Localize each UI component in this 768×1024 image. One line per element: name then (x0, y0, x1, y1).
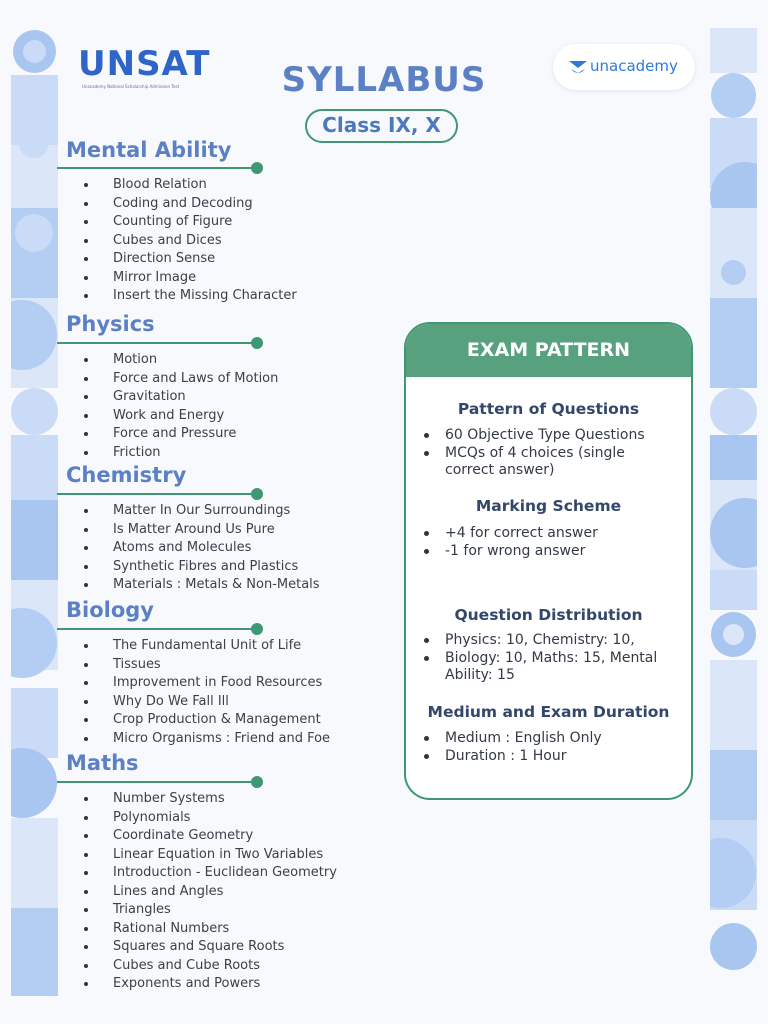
biology-list (0, 637, 330, 748)
mental-ability-list (0, 176, 297, 306)
list-item: Why Do We Fall Ill (0, 693, 330, 712)
pattern-of-questions-heading: Pattern of Questions (457, 400, 640, 418)
section-title-physics: Physics (66, 312, 155, 336)
list-item: 60 Objective Type Questions (406, 427, 691, 445)
section-title-maths: Maths (66, 751, 139, 775)
medium-duration-heading: Medium and Exam Duration (427, 703, 670, 721)
list-item: Mirror Image (0, 269, 297, 288)
list-item: Coordinate Geometry (0, 827, 337, 846)
unsat-logo-text: UNSAT (78, 44, 211, 84)
unacademy-logo-text: unacademy (590, 57, 678, 75)
question-distribution-heading: Question Distribution (454, 606, 643, 624)
chemistry-list (0, 502, 320, 595)
list-item: Improvement in Food Resources (0, 674, 330, 693)
section-divider (57, 167, 257, 169)
unacademy-logo-icon (568, 60, 588, 76)
list-item: Crop Production & Management (0, 711, 330, 730)
unsat-logo (78, 44, 211, 94)
list-item: Cubes and Cube Roots (0, 957, 337, 976)
list-item: Is Matter Around Us Pure (0, 521, 320, 540)
list-item: Physics: 10, Chemistry: 10, (406, 632, 691, 650)
list-item: Counting of Figure (0, 213, 297, 232)
list-item: Lines and Angles (0, 883, 337, 902)
list-item: Rational Numbers (0, 920, 337, 939)
list-item: Linear Equation in Two Variables (0, 846, 337, 865)
list-item: Materials : Metals & Non-Metals (0, 576, 320, 595)
list-item: Triangles (0, 901, 337, 920)
list-item: Introduction - Euclidean Geometry (0, 864, 337, 883)
exam-pattern-card (404, 322, 693, 800)
section-title-biology: Biology (66, 598, 154, 622)
list-item: -1 for wrong answer (406, 543, 691, 561)
list-item: Atoms and Molecules (0, 539, 320, 558)
list-item: Number Systems (0, 790, 337, 809)
marking-scheme-heading: Marking Scheme (475, 497, 622, 515)
list-item: The Fundamental Unit of Life (0, 637, 330, 656)
list-item: Exponents and Powers (0, 975, 337, 994)
pattern-of-questions-list (406, 427, 691, 480)
list-item: Direction Sense (0, 250, 297, 269)
list-item: Blood Relation (0, 176, 297, 195)
section-divider (57, 628, 257, 630)
list-item: Gravitation (0, 388, 278, 407)
list-item: Medium : English Only (406, 730, 691, 748)
physics-list (0, 351, 278, 462)
unsat-logo-subtext: Unacademy National Scholarship Admission Test (82, 84, 180, 89)
section-divider (57, 781, 257, 783)
list-item: +4 for correct answer (406, 525, 691, 543)
section-divider (57, 493, 257, 495)
marking-scheme-list (406, 525, 691, 560)
section-title-mental-ability: Mental Ability (66, 138, 232, 162)
list-item: Work and Energy (0, 407, 278, 426)
list-item: Micro Organisms : Friend and Foe (0, 730, 330, 749)
section-title-chemistry: Chemistry (66, 463, 187, 487)
page-title: SYLLABUS (281, 60, 487, 100)
list-item: Motion (0, 351, 278, 370)
right-decorative-strip (710, 28, 757, 996)
list-item: Insert the Missing Character (0, 287, 297, 306)
list-item: Matter In Our Surroundings (0, 502, 320, 521)
section-divider (57, 342, 257, 344)
class-badge: Class IX, X (305, 109, 458, 143)
question-distribution-list (406, 632, 691, 685)
list-item: Tissues (0, 656, 330, 675)
unacademy-brand-badge (553, 44, 695, 90)
list-item: Squares and Square Roots (0, 938, 337, 957)
maths-list (0, 790, 337, 994)
list-item: Cubes and Dices (0, 232, 297, 251)
list-item: MCQs of 4 choices (single correct answer) (406, 445, 691, 480)
exam-pattern-title: EXAM PATTERN (406, 324, 691, 377)
list-item: Polynomials (0, 809, 337, 828)
list-item: Duration : 1 Hour (406, 748, 691, 766)
medium-duration-list (406, 730, 691, 765)
list-item: Force and Laws of Motion (0, 370, 278, 389)
list-item: Biology: 10, Maths: 15, Mental Ability: 15 (406, 650, 691, 685)
list-item: Friction (0, 444, 278, 463)
list-item: Synthetic Fibres and Plastics (0, 558, 320, 577)
list-item: Force and Pressure (0, 425, 278, 444)
list-item: Coding and Decoding (0, 195, 297, 214)
